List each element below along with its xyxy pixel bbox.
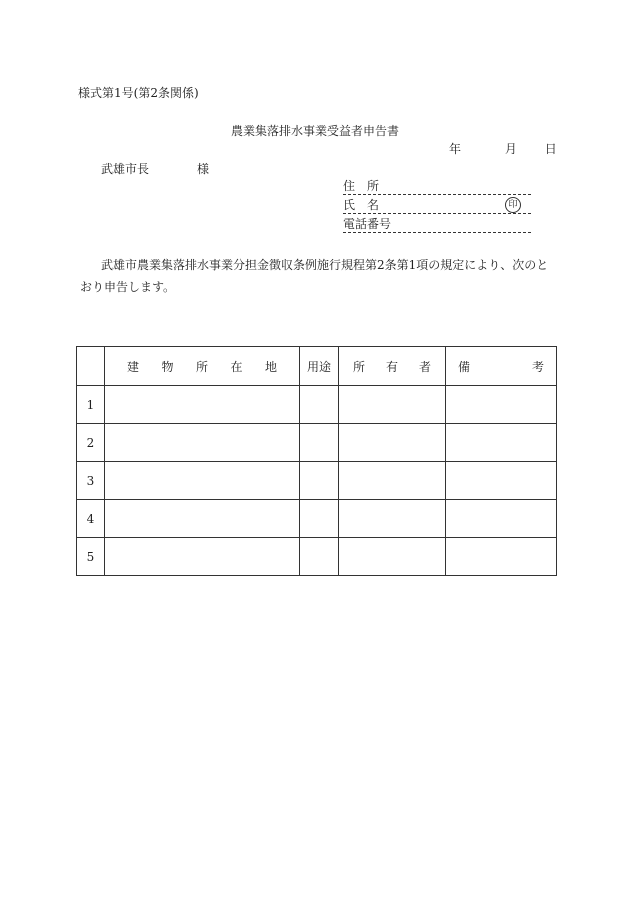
table-row [77,462,557,500]
remarks-cell[interactable] [446,538,557,576]
remarks-cell[interactable] [446,386,557,424]
location-cell[interactable] [105,538,300,576]
remarks-cell[interactable] [446,462,557,500]
date-line [449,142,557,156]
name-label: 氏 名 [343,198,380,212]
use-cell[interactable] [300,386,339,424]
row-number: 5 [77,538,105,576]
owner-cell[interactable] [339,500,446,538]
document-title: 農業集落排水事業受益者申告書 [230,124,399,138]
use-cell[interactable] [300,538,339,576]
honorific: 様 [197,162,210,176]
addressee [101,162,209,176]
row-number: 4 [77,500,105,538]
owner-header: 所 有 者 [339,347,446,386]
name-field[interactable] [343,198,531,214]
phone-field[interactable] [343,217,531,233]
row-number: 2 [77,424,105,462]
location-cell[interactable] [105,500,300,538]
location-header: 建 物 所 在 地 [105,347,300,386]
building-table [76,346,557,576]
row-number-header [77,347,105,386]
use-cell[interactable] [300,424,339,462]
phone-label: 電話番号 [343,217,392,231]
day-label: 日 [544,142,557,156]
owner-cell[interactable] [339,386,446,424]
location-cell[interactable] [105,386,300,424]
row-number: 1 [77,386,105,424]
row-number: 3 [77,462,105,500]
form-number: 様式第1号(第2条関係) [78,86,199,100]
owner-cell[interactable] [339,462,446,500]
owner-cell[interactable] [339,424,446,462]
year-label: 年 [449,142,462,156]
table-row [77,538,557,576]
location-cell[interactable] [105,462,300,500]
remarks-cell[interactable] [446,500,557,538]
use-cell[interactable] [300,462,339,500]
table-row [77,424,557,462]
use-header: 用途 [300,347,339,386]
declaration-text: 武雄市農業集落排水事業分担金徴収条例施行規程第2条第1項の規定により、次のとおり申告します。 [80,258,549,294]
remarks-header: 備 考 [446,347,557,386]
table-row [77,386,557,424]
table-row [77,500,557,538]
remarks-cell[interactable] [446,424,557,462]
month-label: 月 [504,142,517,156]
addressee-name: 武雄市長 [101,162,150,176]
owner-cell[interactable] [339,538,446,576]
table-header-row [77,347,557,386]
address-field[interactable] [343,179,531,195]
address-label: 住 所 [343,179,380,193]
location-cell[interactable] [105,424,300,462]
use-cell[interactable] [300,500,339,538]
seal-mark: 印 [505,197,521,213]
